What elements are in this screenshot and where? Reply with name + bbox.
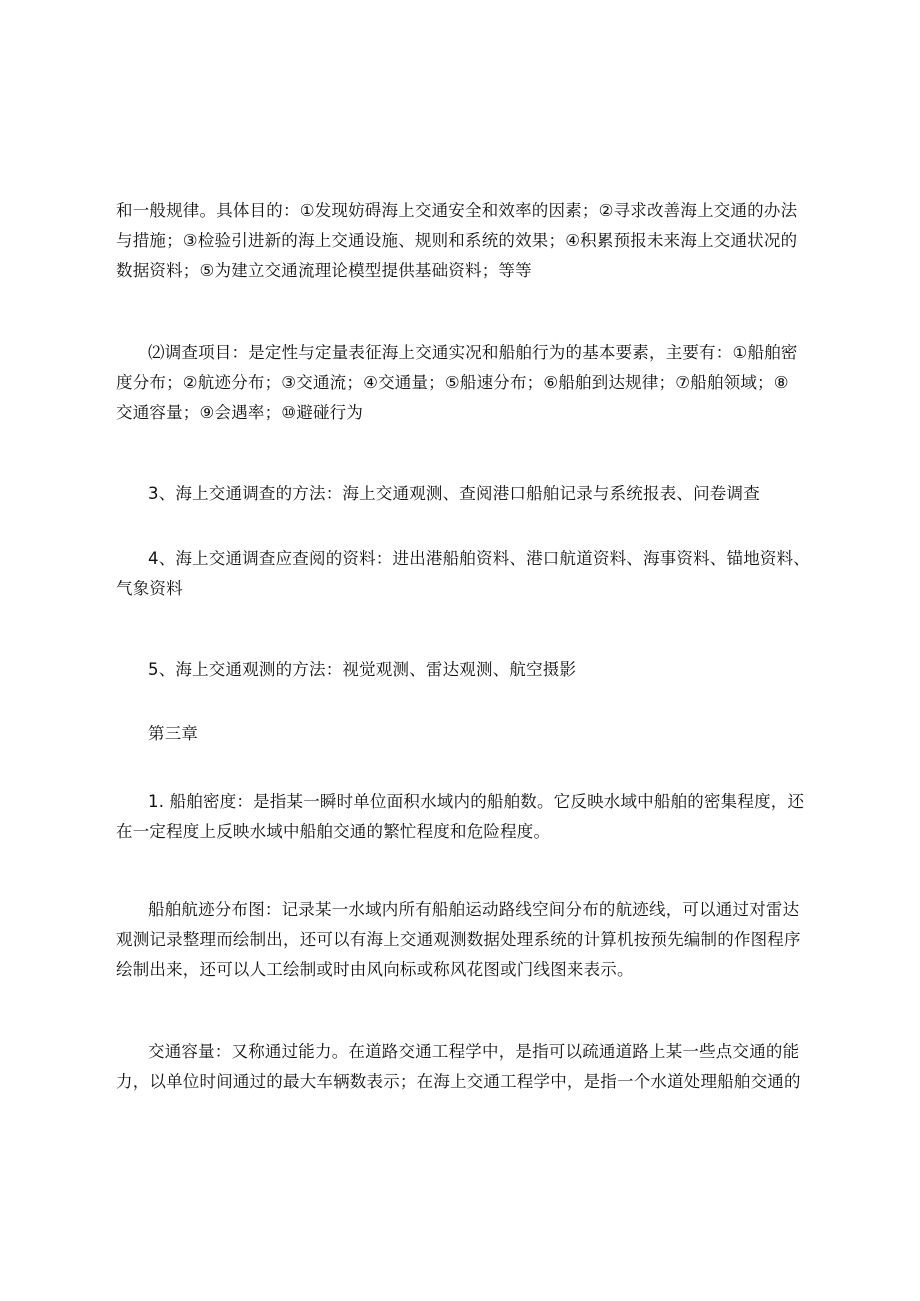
text-line: 5、海上交通观测的方法：视觉观测、雷达观测、航空摄影 [148, 660, 577, 679]
text-line: 船舶航迹分布图：记录某一水域内所有船舶运动路线空间分布的航迹线，可以通过对雷达 [148, 900, 800, 919]
text-line: 4、海上交通调查应查阅的资料：进出港船舶资料、港口航道资料、海事资料、锚地资料、 [148, 549, 810, 568]
text-line: 观测记录整理而绘制出，还可以有海上交通观测数据处理系统的计算机按预先编制的作图程序 [116, 930, 801, 949]
text-line: 数据资料；⑤为建立交通流理论模型提供基础资料；等等 [116, 261, 532, 280]
text-line: 度分布；②航迹分布；③交通流；④交通量；⑤船速分布；⑥船舶到达规律；⑦船舶领域；⑧ [116, 373, 789, 392]
text-line: 与措施；③检验引进新的海上交通设施、规则和系统的效果；④积累预报未来海上交通状况的 [116, 231, 798, 250]
paragraph-observation-methods [116, 655, 821, 685]
paragraph-survey-methods [116, 479, 821, 509]
text-line: 在一定程度上反映水域中船舶交通的繁忙程度和危险程度。 [116, 822, 551, 841]
text-line: 交通容量：又称通过能力。在道路交通工程学中，是指可以疏通道路上某一些点交通的能 [148, 1042, 800, 1061]
chapter-title: 第三章 [148, 724, 199, 743]
text-line: 交通容量；⑨会遇率；⑩避碰行为 [116, 403, 364, 422]
paragraph-survey-items [116, 338, 821, 428]
paragraph-ship-density [116, 787, 821, 847]
text-line: 力，以单位时间通过的最大车辆数表示；在海上交通工程学中，是指一个水道处理船舶交通的 [116, 1072, 801, 1091]
text-line: 3、海上交通调查的方法：海上交通观测、查阅港口船舶记录与系统报表、问卷调查 [148, 484, 760, 503]
text-line: 1. 船舶密度：是指某一瞬时单位面积水域内的船舶数。它反映水域中船舶的密集程度，还 [148, 792, 805, 811]
text-line: 绘制出来，还可以人工绘制或时由风向标或称风花图或门线图来表示。 [116, 960, 634, 979]
text-line: 气象资料 [116, 579, 183, 598]
text-line: 和一般规律。具体目的：①发现妨碍海上交通安全和效率的因素；②寻求改善海上交通的办法 [116, 201, 798, 220]
paragraph-survey-materials [116, 544, 821, 604]
paragraph-purpose [116, 196, 821, 286]
paragraph-track-distribution [116, 895, 821, 985]
paragraph-traffic-capacity [116, 1037, 821, 1097]
text-line: ⑵调查项目：是定性与定量表征海上交通实况和船舶行为的基本要素，主要有：①船舶密 [148, 343, 798, 362]
chapter-heading [116, 719, 821, 749]
